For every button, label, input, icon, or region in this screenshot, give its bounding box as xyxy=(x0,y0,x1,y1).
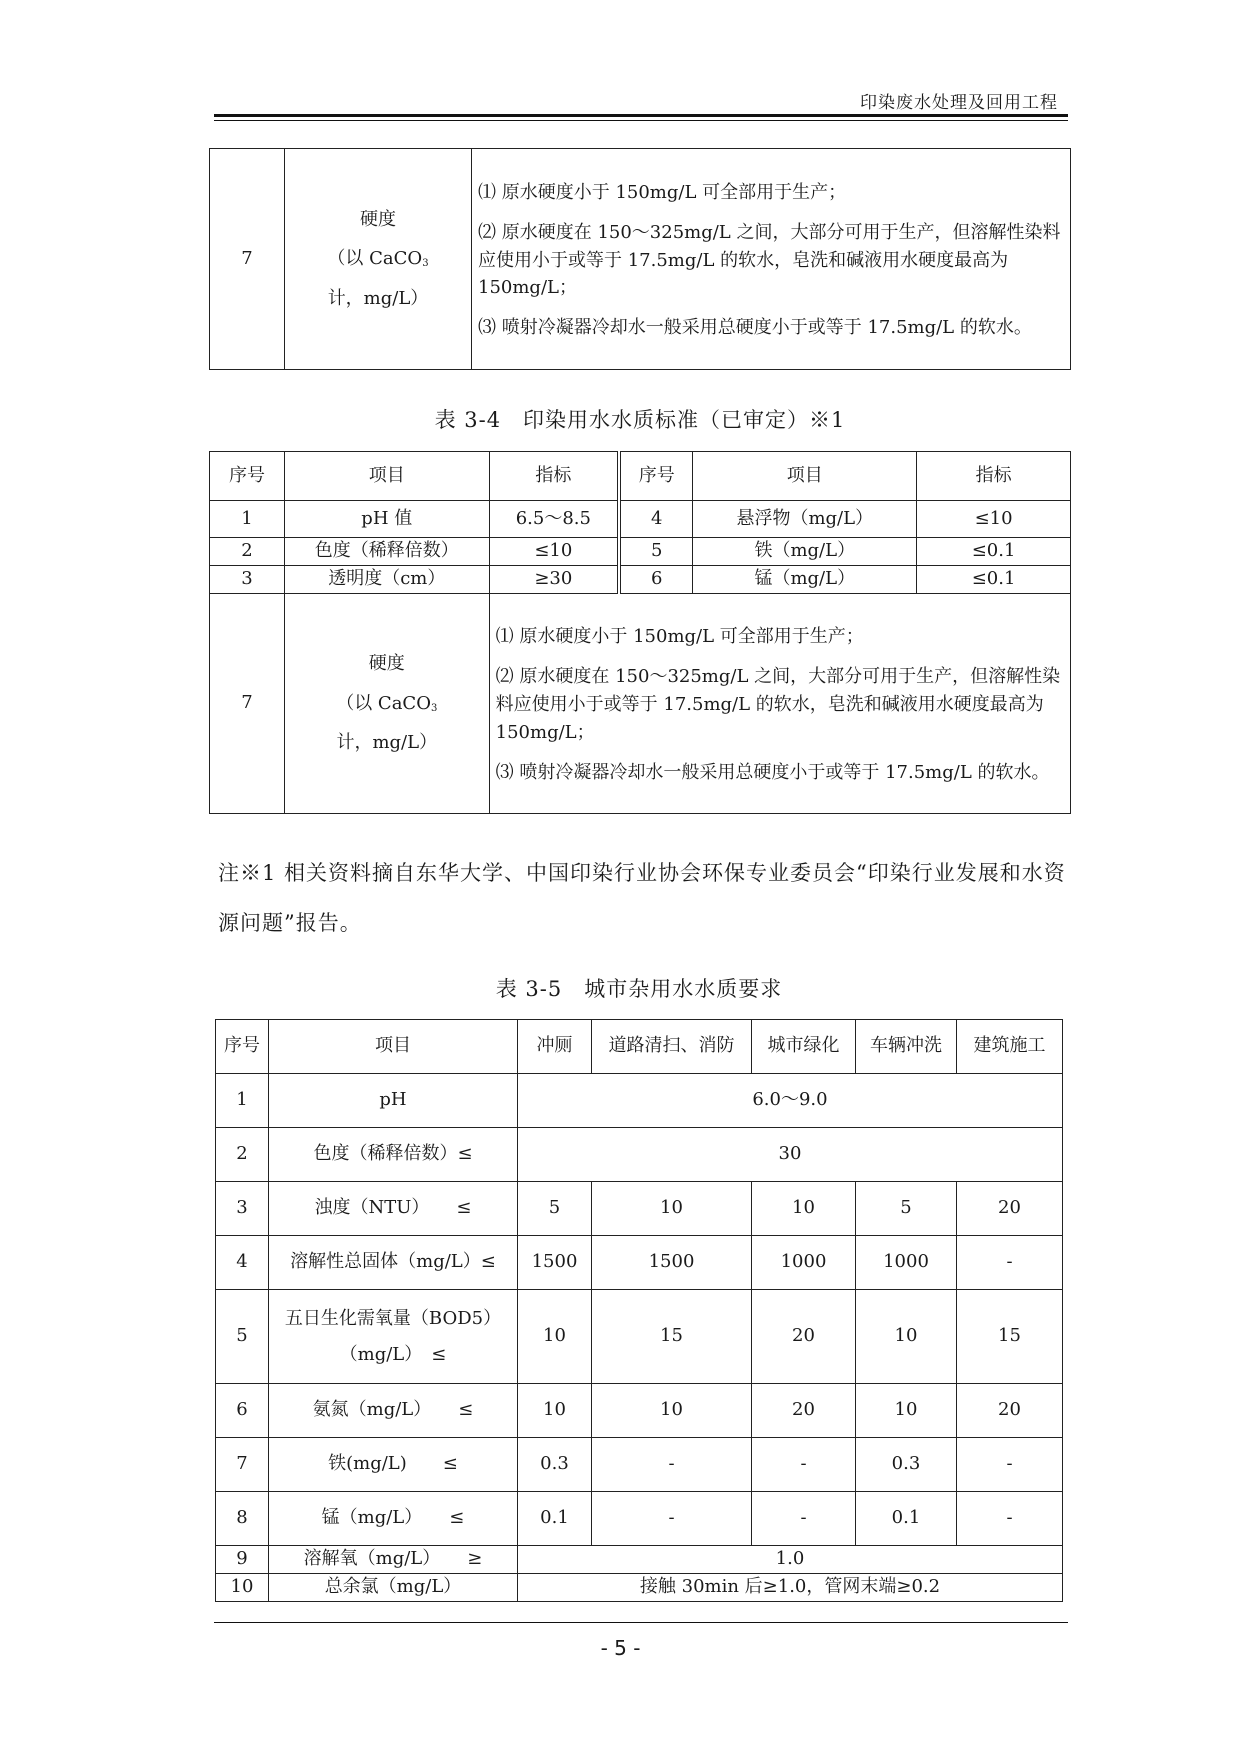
table-3-5-caption: 表 3-5 城市杂用水水质要求 xyxy=(495,977,783,1001)
cell: ≤0.1 xyxy=(917,538,1071,566)
cell: 1 xyxy=(216,1074,269,1128)
cell: 铁(mg/L) ≤ xyxy=(269,1438,518,1492)
continued-hardness-table xyxy=(209,148,1071,370)
table-3-4 xyxy=(209,451,1071,814)
table-3-4-caption: 表 3-4 印染用水水质标准（已审定）※1 xyxy=(434,408,846,432)
seq-cell: 7 xyxy=(210,594,285,814)
note-paragraph: ⑶ 喷射冷凝器冷却水一般采用总硬度小于或等于 17.5mg/L 的软水。 xyxy=(478,317,1032,339)
cell: - xyxy=(752,1438,856,1492)
cell: 1500 xyxy=(592,1236,752,1290)
table-row xyxy=(216,1384,1063,1438)
cell: 总余氯（mg/L） xyxy=(269,1574,518,1602)
table-row xyxy=(216,1236,1063,1290)
note-paragraph: ⑶ 喷射冷凝器冷却水一般采用总硬度小于或等于 17.5mg/L 的软水。 xyxy=(495,761,1050,783)
cell: 6 xyxy=(619,566,693,594)
item-cell xyxy=(284,594,489,814)
table-header-row xyxy=(210,452,1071,501)
cell: 1000 xyxy=(752,1236,856,1290)
table-row xyxy=(210,501,1071,538)
col-header: 项目 xyxy=(693,452,917,501)
cell: ≥30 xyxy=(489,566,619,594)
col-header: 序号 xyxy=(216,1020,269,1074)
col-header: 序号 xyxy=(619,452,693,501)
cell: 4 xyxy=(216,1236,269,1290)
cell: 透明度（cm） xyxy=(284,566,489,594)
cell: 5 xyxy=(216,1290,269,1384)
item-text: （以 CaCO xyxy=(327,248,423,270)
item-line: （mg/L） ≤ xyxy=(339,1343,447,1365)
item-line: 硬度 xyxy=(368,653,405,675)
cell: 1 xyxy=(210,501,285,538)
item-line: 五日生化需氧量（BOD5） xyxy=(284,1307,502,1329)
footer-rule xyxy=(214,1622,1068,1623)
cell: 5 xyxy=(518,1182,592,1236)
cell: 色度（稀释倍数）≤ xyxy=(269,1128,518,1182)
cell: 10 xyxy=(592,1182,752,1236)
cell: 铁（mg/L） xyxy=(693,538,917,566)
table-row xyxy=(216,1182,1063,1236)
note-paragraph: ⑴ 原水硬度小于 150mg/L 可全部用于生产； xyxy=(478,181,847,203)
cell: 氨氮（mg/L） ≤ xyxy=(269,1384,518,1438)
table-row xyxy=(216,1438,1063,1492)
item-cell xyxy=(285,149,472,370)
cell: ≤0.1 xyxy=(917,566,1071,594)
item-line xyxy=(291,684,483,724)
cell: - xyxy=(957,1492,1063,1546)
cell: 7 xyxy=(216,1438,269,1492)
table-row xyxy=(210,566,1071,594)
cell: 15 xyxy=(592,1290,752,1384)
cell: 10 xyxy=(518,1290,592,1384)
col-header: 项目 xyxy=(284,452,489,501)
table-row xyxy=(210,538,1071,566)
cell: 20 xyxy=(957,1182,1063,1236)
note-paragraph: ⑵ 原水硬度在 150～325mg/L 之间，大部分可用于生产，但溶解性染料应使用小于或等于 17.5mg/L 的软水，皂洗和碱液用水硬度最高为 150mg/L； xyxy=(478,221,1061,299)
table-row xyxy=(216,1074,1063,1128)
cell: 0.1 xyxy=(518,1492,592,1546)
footnote-paragraph: 注※1 相关资料摘自东华大学、中国印染行业协会环保专业委员会“印染行业发展和水资源问题”报告。 xyxy=(218,861,1066,935)
cell: 20 xyxy=(752,1384,856,1438)
cell: 色度（稀释倍数） xyxy=(284,538,489,566)
cell: 8 xyxy=(216,1492,269,1546)
table-row xyxy=(210,594,1071,814)
item-line xyxy=(291,239,465,279)
cell: 0.1 xyxy=(856,1492,957,1546)
item-line: 计，mg/L） xyxy=(327,287,429,309)
cell: 20 xyxy=(957,1384,1063,1438)
cell: 5 xyxy=(619,538,693,566)
col-header: 项目 xyxy=(269,1020,518,1074)
cell: - xyxy=(592,1438,752,1492)
subscript: 3 xyxy=(422,258,429,270)
cell: 1500 xyxy=(518,1236,592,1290)
cell: ≤10 xyxy=(489,538,619,566)
seq-cell: 7 xyxy=(210,149,285,370)
cell: 6.0～9.0 xyxy=(518,1074,1063,1128)
cell: 20 xyxy=(752,1290,856,1384)
cell: 10 xyxy=(216,1574,269,1602)
cell: 10 xyxy=(752,1182,856,1236)
col-header: 序号 xyxy=(210,452,285,501)
table-row xyxy=(216,1546,1063,1574)
table-row xyxy=(216,1290,1063,1384)
col-header: 指标 xyxy=(917,452,1071,501)
cell xyxy=(269,1290,518,1384)
table-header-row xyxy=(216,1020,1063,1074)
col-header: 城市绿化 xyxy=(752,1020,856,1074)
notes-cell xyxy=(472,149,1071,370)
cell: 溶解性总固体（mg/L）≤ xyxy=(269,1236,518,1290)
cell: 10 xyxy=(856,1290,957,1384)
header-rule-thin xyxy=(214,120,1068,121)
cell: - xyxy=(957,1438,1063,1492)
cell: 15 xyxy=(957,1290,1063,1384)
table-3-5 xyxy=(215,1019,1063,1602)
cell: pH 值 xyxy=(284,501,489,538)
table-row xyxy=(210,149,1071,370)
cell: 2 xyxy=(216,1128,269,1182)
page-number: - 5 - xyxy=(600,1636,641,1660)
item-line: 计，mg/L） xyxy=(336,732,438,754)
cell: - xyxy=(592,1492,752,1546)
cell: 10 xyxy=(518,1384,592,1438)
note-paragraph: ⑴ 原水硬度小于 150mg/L 可全部用于生产； xyxy=(495,626,864,648)
cell: 6.5～8.5 xyxy=(489,501,619,538)
running-header-title: 印染废水处理及回用工程 xyxy=(860,93,1058,113)
cell: 悬浮物（mg/L） xyxy=(693,501,917,538)
cell: 2 xyxy=(210,538,285,566)
cell: 浊度（NTU） ≤ xyxy=(269,1182,518,1236)
item-text: （以 CaCO xyxy=(336,692,431,714)
cell: 0.3 xyxy=(518,1438,592,1492)
cell: 10 xyxy=(856,1384,957,1438)
header-rule-thick xyxy=(214,114,1068,117)
item-line: 硬度 xyxy=(360,208,396,230)
cell: 6 xyxy=(216,1384,269,1438)
cell: 1000 xyxy=(856,1236,957,1290)
col-header: 车辆冲洗 xyxy=(856,1020,957,1074)
col-header: 建筑施工 xyxy=(957,1020,1063,1074)
cell: ≤10 xyxy=(917,501,1071,538)
notes-cell xyxy=(489,594,1070,814)
cell: - xyxy=(957,1236,1063,1290)
cell: 接触 30min 后≥1.0，管网末端≥0.2 xyxy=(518,1574,1063,1602)
cell: 9 xyxy=(216,1546,269,1574)
col-header: 冲厕 xyxy=(518,1020,592,1074)
subscript: 3 xyxy=(430,702,438,714)
cell: 锰（mg/L） xyxy=(693,566,917,594)
cell: 5 xyxy=(856,1182,957,1236)
cell: 0.3 xyxy=(856,1438,957,1492)
table-row xyxy=(216,1574,1063,1602)
table-row xyxy=(216,1492,1063,1546)
note-paragraph: ⑵ 原水硬度在 150～325mg/L 之间，大部分可用于生产，但溶解性染料应使用小于或等于 17.5mg/L 的软水，皂洗和碱液用水硬度最高为 150mg/L； xyxy=(495,666,1061,743)
cell: 溶解氧（mg/L） ≥ xyxy=(269,1546,518,1574)
cell: 30 xyxy=(518,1128,1063,1182)
cell: 锰（mg/L） ≤ xyxy=(269,1492,518,1546)
cell: - xyxy=(752,1492,856,1546)
cell: 4 xyxy=(619,501,693,538)
cell: pH xyxy=(269,1074,518,1128)
cell: 10 xyxy=(592,1384,752,1438)
cell: 1.0 xyxy=(518,1546,1063,1574)
cell: 3 xyxy=(210,566,285,594)
col-header: 指标 xyxy=(489,452,619,501)
cell: 3 xyxy=(216,1182,269,1236)
col-header: 道路清扫、消防 xyxy=(592,1020,752,1074)
table-row xyxy=(216,1128,1063,1182)
